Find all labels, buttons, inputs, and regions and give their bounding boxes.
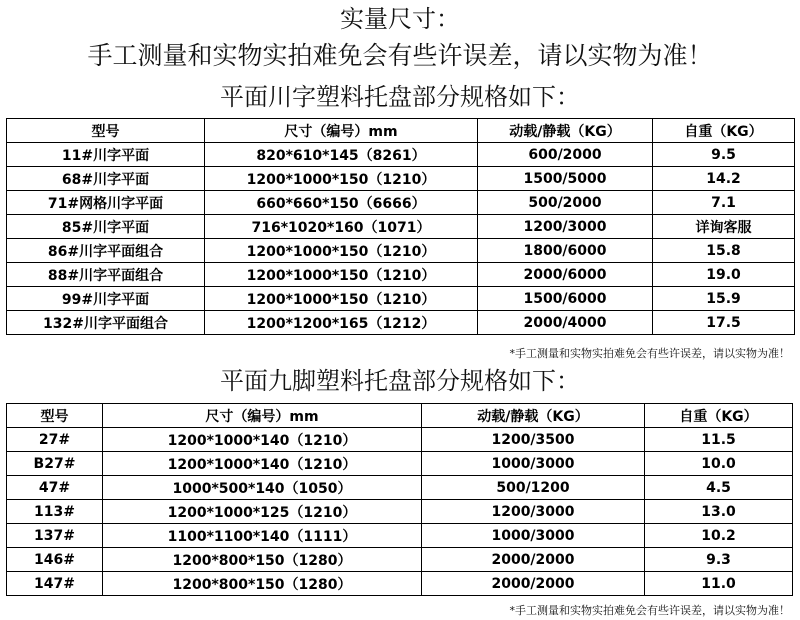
cell-load: 2000/2000	[422, 548, 645, 572]
table-row	[7, 143, 795, 167]
cell-load: 1200/3500	[422, 428, 645, 452]
cell-model: B27#	[7, 452, 103, 476]
cell-weight: 19.0	[653, 263, 795, 287]
cell-model: 147#	[7, 572, 103, 596]
cell-load: 2000/4000	[478, 311, 653, 335]
table2-disclaimer-note: *手工测量和实物实拍难免会有些许误差，请以实物为准！	[509, 604, 790, 617]
table-row	[7, 572, 793, 596]
cell-weight: 17.5	[653, 311, 795, 335]
cell-load: 1500/5000	[478, 167, 653, 191]
cell-weight: 15.9	[653, 287, 795, 311]
table-row	[7, 287, 795, 311]
cell-size: 1200*1000*150（1210）	[205, 239, 478, 263]
spec-table-chuan	[6, 118, 795, 335]
cell-model: 47#	[7, 476, 103, 500]
cell-size: 1100*1100*140（1111）	[103, 524, 422, 548]
table-row	[7, 452, 793, 476]
cell-model: 85#川字平面	[7, 215, 205, 239]
cell-model: 99#川字平面	[7, 287, 205, 311]
heading-flat-chuan-specs: 平面川字塑料托盘部分规格如下：	[220, 83, 580, 111]
column-header-weight: 自重（KG）	[645, 404, 793, 428]
table-row	[7, 191, 795, 215]
cell-weight: 13.0	[645, 500, 793, 524]
cell-model: 71#网格川字平面	[7, 191, 205, 215]
column-header-load: 动载/静载（KG）	[422, 404, 645, 428]
spec-table-nine-leg	[6, 403, 793, 596]
cell-size: 716*1020*160（1071）	[205, 215, 478, 239]
cell-model: 132#川字平面组合	[7, 311, 205, 335]
cell-load: 1200/3000	[478, 215, 653, 239]
cell-weight: 详询客服	[653, 215, 795, 239]
table-row	[7, 428, 793, 452]
table-row	[7, 263, 795, 287]
cell-load: 1500/6000	[478, 287, 653, 311]
cell-size: 1200*800*150（1280）	[103, 548, 422, 572]
column-header-load: 动载/静载（KG）	[478, 119, 653, 143]
cell-size: 1200*1000*150（1210）	[205, 287, 478, 311]
cell-size: 1200*1000*140（1210）	[103, 452, 422, 476]
table-row	[7, 500, 793, 524]
column-header-size: 尺寸（编号）mm	[205, 119, 478, 143]
heading-actual-size: 实量尺寸：	[340, 5, 460, 33]
cell-load: 2000/6000	[478, 263, 653, 287]
cell-weight: 14.2	[653, 167, 795, 191]
cell-size: 1200*1200*165（1212）	[205, 311, 478, 335]
cell-model: 27#	[7, 428, 103, 452]
cell-model: 68#川字平面	[7, 167, 205, 191]
cell-weight: 9.3	[645, 548, 793, 572]
cell-weight: 9.5	[653, 143, 795, 167]
column-header-weight: 自重（KG）	[653, 119, 795, 143]
cell-model: 11#川字平面	[7, 143, 205, 167]
table-row	[7, 167, 795, 191]
cell-weight: 7.1	[653, 191, 795, 215]
cell-size: 1200*1000*140（1210）	[103, 428, 422, 452]
cell-model: 137#	[7, 524, 103, 548]
cell-weight: 11.0	[645, 572, 793, 596]
cell-load: 2000/2000	[422, 572, 645, 596]
cell-size: 1000*500*140（1050）	[103, 476, 422, 500]
table-row	[7, 524, 793, 548]
column-header-size: 尺寸（编号）mm	[103, 404, 422, 428]
cell-load: 1000/3000	[422, 452, 645, 476]
table-row	[7, 239, 795, 263]
cell-load: 1200/3000	[422, 500, 645, 524]
cell-model: 146#	[7, 548, 103, 572]
cell-load: 600/2000	[478, 143, 653, 167]
cell-weight: 4.5	[645, 476, 793, 500]
cell-size: 1200*800*150（1280）	[103, 572, 422, 596]
table1-disclaimer-note: *手工测量和实物实拍难免会有些许误差，请以实物为准！	[509, 347, 790, 360]
table-header-row	[7, 119, 795, 143]
cell-weight: 10.2	[645, 524, 793, 548]
heading-flat-nine-leg-specs: 平面九脚塑料托盘部分规格如下：	[220, 367, 580, 395]
cell-size: 820*610*145（8261）	[205, 143, 478, 167]
cell-weight: 11.5	[645, 428, 793, 452]
cell-model: 88#川字平面组合	[7, 263, 205, 287]
cell-load: 500/1200	[422, 476, 645, 500]
cell-weight: 10.0	[645, 452, 793, 476]
cell-size: 1200*1000*150（1210）	[205, 263, 478, 287]
cell-load: 500/2000	[478, 191, 653, 215]
heading-disclaimer: 手工测量和实物实拍难免会有些许误差，请以实物为准！	[87, 41, 713, 70]
cell-size: 1200*1000*150（1210）	[205, 167, 478, 191]
cell-weight: 15.8	[653, 239, 795, 263]
cell-model: 113#	[7, 500, 103, 524]
table-row	[7, 215, 795, 239]
table-row	[7, 548, 793, 572]
cell-size: 1200*1000*125（1210）	[103, 500, 422, 524]
table-row	[7, 311, 795, 335]
cell-load: 1800/6000	[478, 239, 653, 263]
table-row	[7, 476, 793, 500]
table-header-row	[7, 404, 793, 428]
column-header-model: 型号	[7, 119, 205, 143]
cell-load: 1000/3000	[422, 524, 645, 548]
cell-model: 86#川字平面组合	[7, 239, 205, 263]
cell-size: 660*660*150（6666）	[205, 191, 478, 215]
column-header-model: 型号	[7, 404, 103, 428]
